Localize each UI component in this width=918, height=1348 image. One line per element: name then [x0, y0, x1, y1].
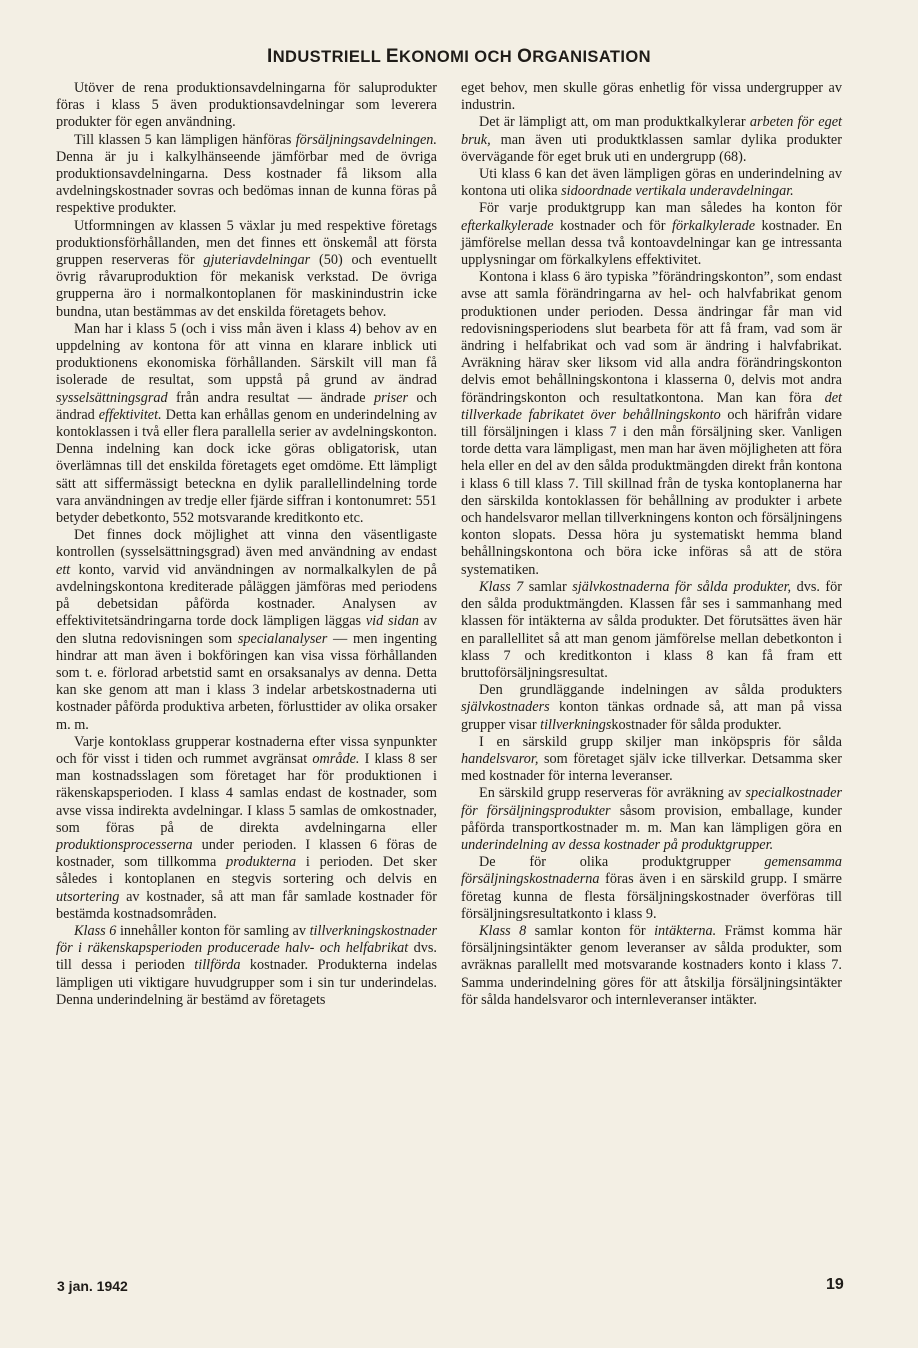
text-run: Detta kan erhållas genom en underindelning av kontoklassen i två eller flera parallella serier av avdelningskonton. Denna indelning kan dock icke göras obligatorisk, utan överlämnas till det enskilda företagets eget omdöme. Ett lämpligt sätt att siffermässigt beteckna en dylik parallellindelning torde vara användningen av tredje eller fjärde siffran i kontonumret: 551 betyder debetkonto, 552 motsvarande kreditkonto etc.: [56, 406, 437, 527]
text-run: (50) och eventuellt övrig råvaruproduktion för mekanisk verkstad. De övriga grupperna äro i normalkontoplanen för maskinindustrin icke bundna, utan bestämmas av det enskilda företagets behov.: [56, 252, 437, 320]
paragraph: [56, 527, 437, 733]
text-run: kostnader och för: [553, 217, 672, 234]
italic-text: intäkterna.: [654, 922, 717, 939]
text-run: kostnader. En jämförelse mellan dessa två kontoavdelningar kan ge intressanta upplysningar om förkalkylens effektivitet.: [461, 217, 842, 269]
text-run: Varje kontoklass grupperar kostnaderna efter vissa synpunkter och för visst i tiden och rummet avgränsat: [56, 733, 437, 767]
text-run: av den slutna redovisningen som: [56, 613, 437, 647]
header-cap: E: [385, 46, 399, 67]
paragraph: [461, 269, 842, 579]
italic-text: vid sidan: [365, 613, 419, 630]
text-run: och härifrån vidare till försäljningen i klass 7 i den mån försäljning sker. Vanligen torde detta vara lämpligast, men man har även möjligheten att föra hela eller en del av den sålda produktmängden direkt från kontona i klass 6 till klass 7. Till skillnad från de tyska kontoplanerna har den särskilda kontoklassen för behållning av produkter i arbete och handelsvaror mellan tillverkningens konton och försäljningens konton slopats. Dessa höra ju systematiskt hemma bland behållningskontona och böra icke införas så att de störa systematiken.: [461, 406, 842, 578]
text-run: från andra resultat — ändrade: [167, 389, 374, 406]
paragraph: [56, 218, 437, 321]
text-run: I en särskild grupp skiljer man inköpspris för sålda: [479, 733, 842, 750]
italic-text: utsortering: [56, 888, 120, 905]
text-run: av kostnader, så att man får samlade kostnader för bestämda kostnadsområden.: [56, 888, 437, 922]
italic-text: tillförda: [194, 957, 241, 974]
text-run: föras även i en särskild grupp. I smärre företag kunna de flesta försäljningskostnader överföras till försäljningsresultatkonto i klass 9.: [461, 871, 842, 922]
italic-text: tillverkningskostnader för i räkenskapsperioden producerade halv- och helfabrikat: [56, 922, 438, 957]
text-run: Utöver de rena produktionsavdelningarna för saluprodukter föras i klass 5 även produktionsavdelningar som leverera produkter för egen användning.: [56, 80, 437, 131]
text-run: För varje produktgrupp kan man således ha konton för: [479, 200, 842, 217]
italic-text: specialanalyser: [237, 630, 328, 647]
paragraph: [56, 923, 437, 1009]
header-text: KONOMI: [399, 48, 470, 66]
italic-text: försäljningsavdelningen.: [295, 131, 437, 148]
header-text: RGANISATION: [532, 48, 651, 66]
text-run: Till klassen 5 kan lämpligen hänföras: [74, 131, 296, 148]
paragraph: [461, 114, 842, 166]
text-run: samlar: [523, 578, 573, 595]
text-run: En särskild grupp reserveras för avräkning av: [479, 785, 746, 802]
italic-text: självkostnaders: [461, 699, 550, 716]
italic-text: område.: [312, 750, 360, 767]
italic-text: ett: [56, 561, 71, 578]
paragraph: [461, 854, 842, 923]
italic-text: självkostnaderna för sålda produkter,: [572, 578, 792, 595]
text-run: under perioden. I klassen 6 föras de kostnader, som tillkomma: [56, 836, 437, 871]
page-header: [0, 46, 918, 68]
italic-text: produktionsprocesserna: [56, 836, 193, 853]
italic-text: arbeten för eget bruk,: [461, 114, 842, 148]
header-cap: I: [267, 46, 273, 67]
text-run: som företaget själv icke tillverkar. Detsamma sker med kostnader för interna leveranser.: [461, 750, 842, 785]
text-run: Främst komma här försäljningsintäkter genom leveranser av sålda produkter, som avräknas parallellt med motsvarande kostnaders konto i klass 7. Samma underindelning göres för att åtskilja försäljningsintäkter för sålda handelsvaror och internleveranser intäkter.: [461, 922, 843, 1008]
paragraph: [461, 80, 842, 114]
paragraph: [56, 321, 437, 527]
italic-text: Klass 8: [479, 922, 527, 939]
text-run: De för olika produktgrupper: [479, 854, 765, 871]
italic-text: handelsvaror,: [461, 750, 539, 767]
text-run: I klass 8 ser man kostnadsslagen som företaget har för produktionen i räkenskapsperioden. I klass 4 samlas endast de kostnader, som avse vissa indirekta avdelningar. I klass 5 samlas de omkostnader, som föras på de direkta avdelningarna eller: [56, 750, 437, 836]
text-run: konto, varvid vid användningen av normalkalkylen de på avdelningskontona krediterade påläggen jämföras med periodens på debetsidan påförda kostnader. Analysen av effektivitetsändringarna torde dock lämpligen läggas: [56, 561, 437, 630]
paragraph: [56, 132, 437, 218]
issue-date: 3 jan. 1942: [57, 1278, 128, 1294]
text-run: Uti klass 6 kan det även lämpligen göras en underindelning av kontona uti olika: [461, 166, 842, 200]
italic-text: sidoordnade vertikala underavdelningar.: [561, 183, 794, 200]
paragraph: [461, 734, 842, 786]
text-run: såsom provision, emballage, kunder påförda transportkostnader m. m. Man kan lämpligen göra en: [461, 802, 842, 836]
text-run: eget behov, men skulle göras enhetlig för vissa undergrupper av industrin.: [461, 80, 842, 114]
left-column: [56, 80, 437, 1009]
paragraph: [56, 80, 437, 132]
text-run: dvs. till dessa i perioden: [56, 940, 437, 974]
text-run: Denna är ju i kalkylhänseende jämförbar med de övriga produktionsavdelningarna. Dess kostnader få liksom alla avdelningskostnader sovras och bedömas innan de kunna föras på respektive produkter.: [56, 148, 437, 217]
text-run: man även uti produktklassen samlar dylika produkter övervägande för eget bruk uti en undergrupp (68).: [461, 131, 842, 165]
text-run: Utformningen av klassen 5 växlar ju med respektive företags produktionsförhållanden, men det finnes ett önskemål att första gruppen reserveras för: [56, 217, 437, 269]
paragraph: [56, 734, 437, 923]
text-run: — men ingenting hindrar att man även i bokföringen kan visa vissa förhållanden som t. e. förlorad arbetstid samt en orsaksanalys av denna. Detta kan ske genom att man i klass 3 indelar arbetskostnaderna uti kostnader påförda produktiva arbeten, förlusttider av olika orsaker m. m.: [56, 630, 437, 733]
italic-text: underindelning av dessa kostnader på produktgrupper.: [461, 836, 774, 853]
italic-text: specialkostnader för försäljningsprodukter: [461, 785, 842, 819]
text-run: Det är lämpligt att, om man produktkalkylerar: [479, 114, 750, 131]
italic-text: Klass 6: [74, 922, 117, 939]
right-column: [461, 80, 842, 1009]
italic-text: gjuteriavdelningar: [203, 252, 311, 269]
paragraph: [461, 785, 842, 854]
italic-text: det tillverkade fabrikatet över behållningskonto: [461, 389, 842, 423]
text-run: Det finnes dock möjlighet att vinna den väsentligaste kontrollen (sysselsättningsgrad) även med användning av endast: [56, 527, 437, 561]
text-run: konton tänkas ordnade så, att man på vissa grupper visar: [461, 699, 842, 733]
text-run: Den grundläggande indelningen av sålda produkters: [479, 682, 842, 699]
paragraph: [461, 579, 842, 682]
italic-text: tillverknings: [540, 716, 612, 733]
text-run: Man har i klass 5 (och i viss mån även i klass 4) behov av en uppdelning av kontona för att vinna en klarare inblick uti produktionens ekonomiska förhållanden. Särskilt vill man få isolerade de resultat, som uppstå på grund av ändrad: [56, 320, 437, 389]
text-run: Kontona i klass 6 äro typiska ”förändringskonton”, som endast avse att samla förändringarna av hel- och halvfabrikat genom produktionen under perioden. Dessa ändringar får man vid redovisningsperiodens slut bearbeta för att få fram, vad som är ändring i helfabrikat och vad som är ändring i halvfabrikat. Avräkning härav sker liksom vid alla andra förändringskonton delvis emot behållningskontona i klasserna 0, delvis mot andra förändringskonton och resultatkontona. Man kan föra: [461, 269, 842, 406]
text-run: kostnader för sålda produkter.: [611, 716, 782, 733]
italic-text: produkterna: [226, 854, 297, 871]
header-text: NDUSTRIELL: [272, 48, 381, 66]
text-run: dvs. för den sålda produktmängden. Klassen får ses i sammanhang med klassen för intäkterna av sålda produkter. Det förutsättes även här en parallellitet så att man genom jämförelse mellan debetkonton i klass 7 och kreditkonton i klass 8 kan få fram ett bruttoförsäljningsresultat.: [461, 578, 843, 681]
page-number: 19: [826, 1276, 844, 1293]
text-run: och ändrad: [56, 389, 437, 423]
text-run: kostnader. Produkterna indelas lämpligen uti viktigare huvudgrupper som i sin tur underindelas. Denna underindelning är bestämd av företagets: [56, 957, 437, 1008]
paragraph: [461, 200, 842, 269]
paragraph: [461, 166, 842, 200]
italic-text: Klass 7: [479, 578, 524, 595]
italic-text: gemensamma försäljningskostnaderna: [461, 854, 842, 888]
text-run: innehåller konton för samling av: [116, 922, 310, 939]
text-run: i perioden. Det sker således i kontoplanen en stegvis sortering och delvis en: [56, 854, 437, 888]
header-text: OCH: [474, 48, 513, 66]
header-cap: O: [517, 46, 533, 67]
paragraph: [461, 682, 842, 734]
italic-text: förkalkylerade: [671, 217, 756, 234]
italic-text: effektivitet.: [98, 406, 162, 423]
text-run: samlar konton för: [526, 922, 655, 939]
italic-text: priser: [373, 389, 409, 406]
italic-text: sysselsättningsgrad: [56, 389, 168, 406]
paragraph: [461, 923, 842, 1009]
italic-text: efterkalkylerade: [461, 217, 554, 234]
